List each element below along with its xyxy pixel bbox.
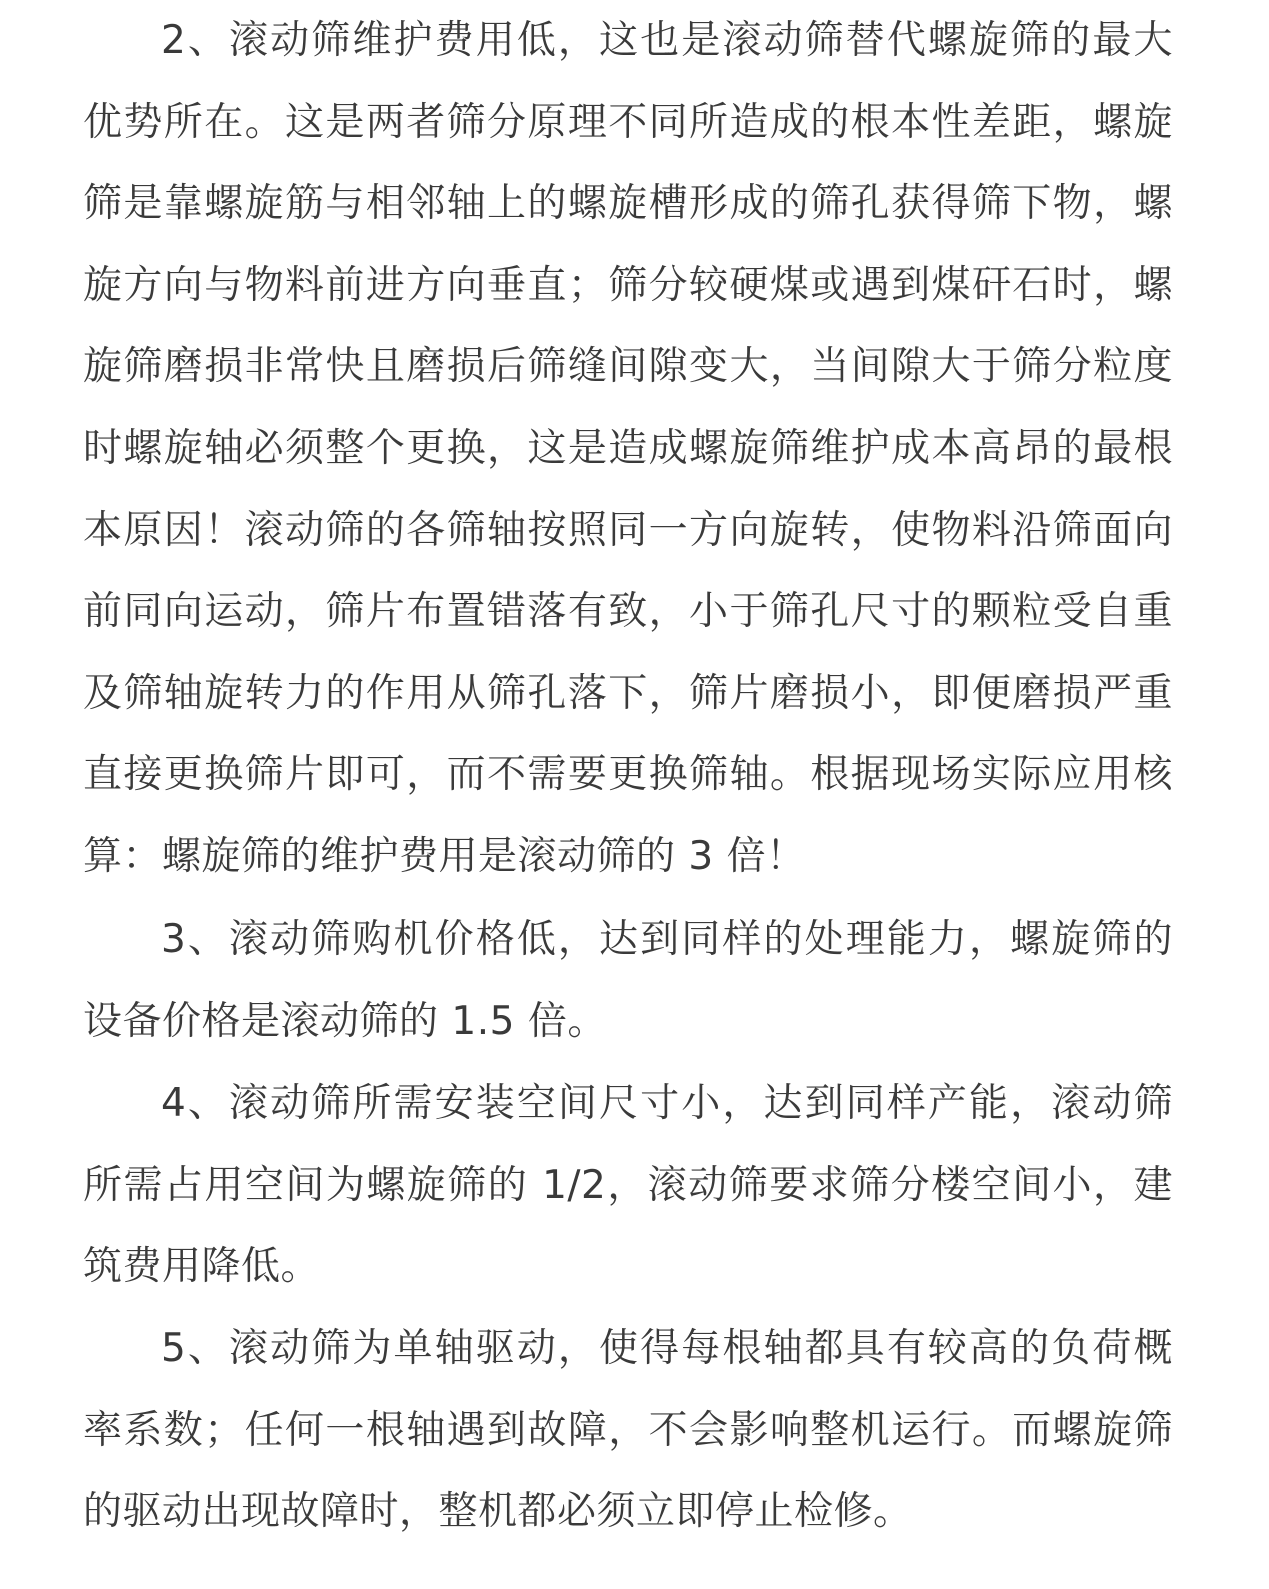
paragraph-single-shaft-drive: 5、滚动筛为单轴驱动，使得每根轴都具有较高的负荷概率系数；任何一根轴遇到故障，不会影响整机运行。而螺旋筛的驱动出现故障时，整机都必须立即停止检修。 bbox=[83, 1326, 1173, 1535]
paragraph-installation-space: 4、滚动筛所需安装空间尺寸小，达到同样产能，滚动筛所需占用空间为螺旋筛的 1/2，滚动筛要求筛分楼空间小，建筑费用降低。 bbox=[83, 1081, 1173, 1290]
paragraph-purchase-price: 3、滚动筛购机价格低，达到同样的处理能力，螺旋筛的设备价格是滚动筛的 1.5 倍。 bbox=[83, 917, 1173, 1044]
paragraph-maintenance-cost: 2、滚动筛维护费用低，这也是滚动筛替代螺旋筛的最大优势所在。这是两者筛分原理不同所造成的根本性差距，螺旋筛是靠螺旋筋与相邻轴上的螺旋槽形成的筛孔获得筛下物，螺旋方向与物料前进方向垂直；筛分较硬煤或遇到煤矸石时，螺旋筛磨损非常快且磨损后筛缝间隙变大，当间隙大于筛分粒度时螺旋轴必须整个更换，这是造成螺旋筛维护成本高昂的最根本原因！滚动筛的各筛轴按照同一方向旋转，使物料沿筛面向前同向运动，筛片布置错落有致，小于筛孔尺寸的颗粒受自重及筛轴旋转力的作用从筛孔落下，筛片磨损小，即便磨损严重直接更换筛片即可，而不需要更换筛轴。根据现场实际应用核算：螺旋筛的维护费用是滚动筛的 3 倍！ bbox=[83, 18, 1173, 879]
